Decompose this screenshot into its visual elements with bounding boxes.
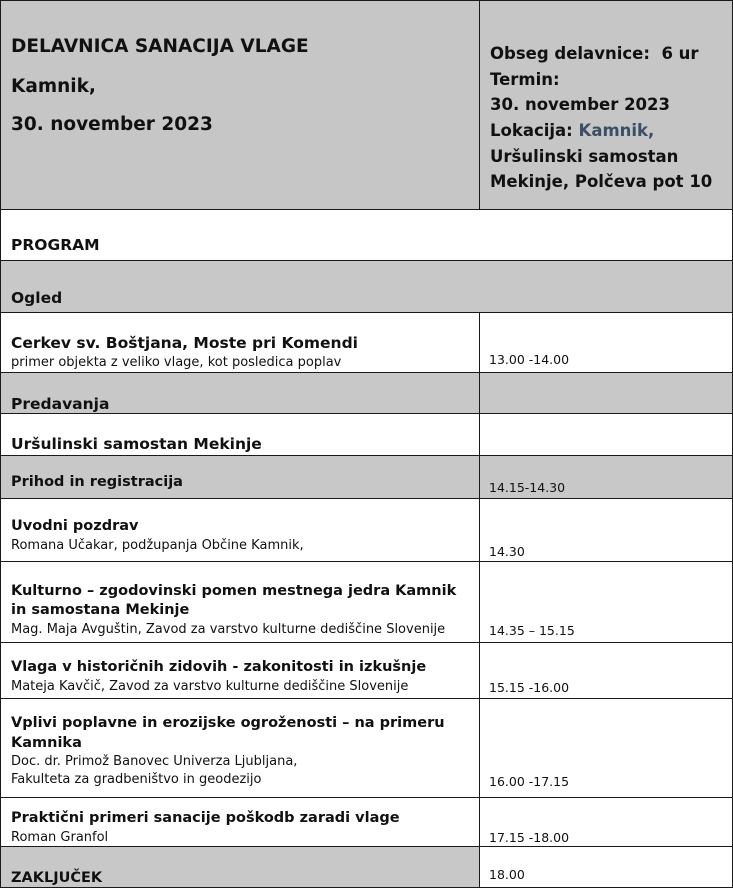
item-text-cell bbox=[0, 847, 480, 887]
item-description: Mateja Kavčič, Zavod za varstvo kulturne dediščine Slovenije bbox=[11, 679, 409, 694]
item-time: 16.00 -17.15 bbox=[489, 774, 570, 789]
date-label: Termin: bbox=[490, 70, 560, 89]
item-time-cell bbox=[480, 313, 733, 372]
section-predavanja-time-cell bbox=[480, 373, 733, 413]
item-description: Mag. Maja Avguštin, Zavod za varstvo kulturne dediščine Slovenije bbox=[11, 622, 446, 637]
item-time: 14.30 bbox=[489, 544, 525, 559]
item-title: Praktični primeri sanacije poškodb zaradi vlage bbox=[11, 810, 400, 826]
section-predavanja-row bbox=[0, 372, 733, 413]
item-description: primer objekta z veliko vlage, kot posledica poplav bbox=[11, 355, 342, 370]
workshop-city: Kamnik, bbox=[11, 76, 96, 97]
workshop-title: DELAVNICA SANACIJA VLAGE bbox=[11, 36, 309, 57]
program-item-talk-3 bbox=[0, 698, 733, 797]
header-row bbox=[0, 0, 733, 209]
location-value: Kamnik, bbox=[578, 121, 655, 140]
section-ogled-row bbox=[0, 260, 733, 312]
location-line-2: Uršulinski samostan bbox=[490, 147, 679, 166]
item-title: ZAKLJUČEK bbox=[11, 870, 103, 886]
workshop-date: 30. november 2023 bbox=[11, 114, 213, 135]
header-title-cell bbox=[0, 1, 480, 209]
item-text-cell bbox=[0, 499, 480, 561]
item-time-cell bbox=[480, 562, 733, 642]
item-title: Cerkev sv. Boštjana, Moste pri Komendi bbox=[11, 334, 358, 352]
program-item-ogled bbox=[0, 312, 733, 372]
program-item-welcome bbox=[0, 498, 733, 561]
item-text-cell bbox=[0, 562, 480, 642]
item-title: Vlaga v historičnih zidovih - zakonitosti in izkušnje bbox=[11, 659, 427, 675]
item-title: Kulturno – zgodovinski pomen mestnega jedra Kamnik bbox=[11, 583, 457, 599]
header-info-cell bbox=[480, 1, 733, 209]
location-line-3: Mekinje, Polčeva pot 10 bbox=[490, 172, 713, 191]
item-time: 14.35 – 15.15 bbox=[489, 623, 575, 638]
item-title: Vplivi poplavne in erozijske ogroženosti – na primeru bbox=[11, 715, 445, 731]
item-time: 17.15 -18.00 bbox=[489, 830, 570, 845]
item-time: 14.15-14.30 bbox=[489, 480, 566, 495]
item-title-line-2: in samostana Mekinje bbox=[11, 602, 190, 618]
item-time-cell bbox=[480, 643, 733, 698]
section-predavanja: Predavanja bbox=[11, 395, 110, 413]
item-time: 13.00 -14.00 bbox=[489, 352, 570, 367]
scope-value: 6 ur bbox=[661, 44, 699, 63]
item-description-line-2: Fakulteta za gradbeništvo in geodezijo bbox=[11, 772, 262, 787]
program-item-talk-1 bbox=[0, 561, 733, 642]
scope-label: Obseg delavnice: bbox=[490, 44, 650, 63]
item-description: Doc. dr. Primož Banovec Univerza Ljubljana, bbox=[11, 754, 298, 769]
location-line bbox=[490, 118, 726, 144]
section-predavanja-cell bbox=[0, 373, 480, 413]
item-text-cell bbox=[0, 313, 480, 372]
item-description: Roman Granfol bbox=[11, 830, 109, 845]
item-text-cell bbox=[0, 643, 480, 698]
scope-line bbox=[490, 41, 726, 67]
item-text-cell bbox=[0, 456, 480, 498]
item-title: Prihod in registracija bbox=[11, 474, 183, 490]
venue-time-cell bbox=[480, 414, 733, 455]
date-value: 30. november 2023 bbox=[490, 95, 671, 114]
item-time-cell bbox=[480, 699, 733, 797]
program-heading-row bbox=[0, 209, 733, 260]
item-title-line-2: Kamnika bbox=[11, 735, 82, 751]
location-label: Lokacija: bbox=[490, 121, 573, 140]
program-heading: PROGRAM bbox=[11, 236, 100, 254]
program-item-talk-4 bbox=[0, 797, 733, 846]
section-ogled: Ogled bbox=[11, 289, 63, 307]
section-ogled-cell bbox=[0, 261, 733, 312]
venue-name: Uršulinski samostan Mekinje bbox=[11, 435, 262, 453]
item-time-cell bbox=[480, 847, 733, 887]
program-heading-cell bbox=[0, 210, 733, 260]
item-time: 18.00 bbox=[489, 867, 525, 882]
item-time-cell bbox=[480, 798, 733, 846]
program-item-talk-2 bbox=[0, 642, 733, 698]
item-text-cell bbox=[0, 798, 480, 846]
item-description: Romana Učakar, podžupanja Občine Kamnik, bbox=[11, 538, 304, 553]
program-item-closing bbox=[0, 846, 733, 887]
program-item-registration bbox=[0, 455, 733, 498]
item-text-cell bbox=[0, 699, 480, 797]
venue-cell bbox=[0, 414, 480, 455]
item-time-cell bbox=[480, 456, 733, 498]
item-title: Uvodni pozdrav bbox=[11, 518, 139, 534]
item-time-cell bbox=[480, 499, 733, 561]
item-time: 15.15 -16.00 bbox=[489, 680, 570, 695]
venue-row bbox=[0, 413, 733, 455]
